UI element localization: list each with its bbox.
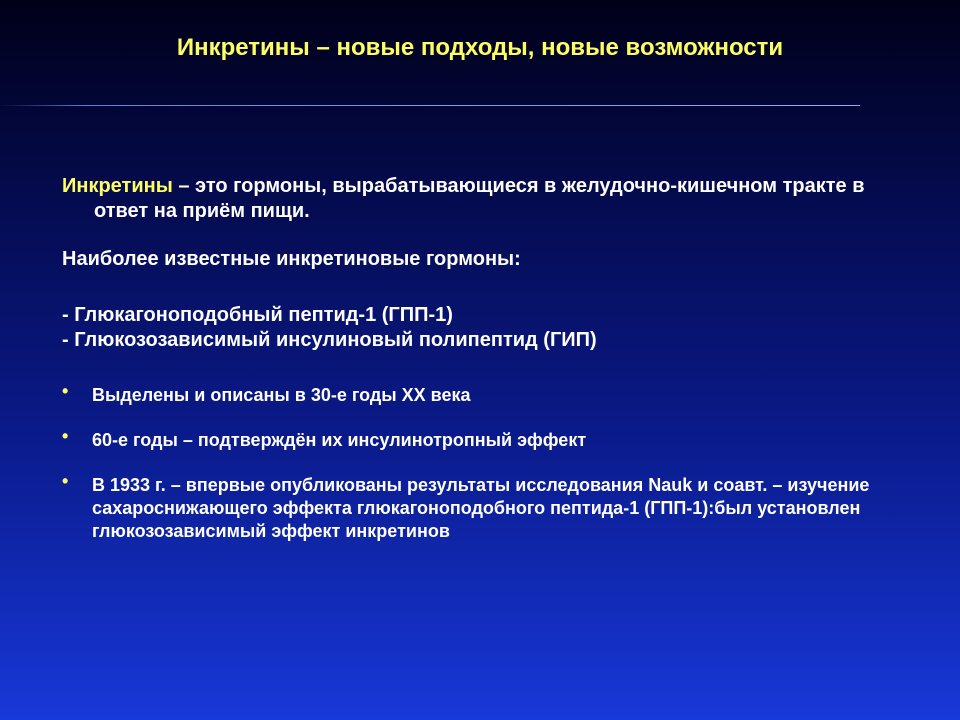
- facts-list: [62, 381, 882, 543]
- definition-term: Инкретины: [62, 175, 173, 197]
- slide-title: Инкретины – новые подходы, новые возможности: [176, 34, 784, 61]
- definition-paragraph: [62, 174, 882, 224]
- hormone-item-glp1: - Глюкагоноподобный пептид-1 (ГПП-1): [62, 304, 453, 326]
- bullet-text: В 1933 г. – впервые опубликованы результаты исследования Nauk и соавт. – изучение сахароснижающего эффекта глюкагоноподобного пептида-1 (ГПП-1):был установлен глюкозозависимый эффект инкретинов: [92, 475, 870, 541]
- bullet-text: Выделены и описаны в 30-е годы XX века: [92, 385, 471, 405]
- known-hormones-heading: Наиболее известные инкретиновые гормоны:: [62, 248, 521, 270]
- bullet-icon: •: [62, 381, 69, 401]
- bullet-icon: •: [62, 471, 69, 491]
- hormone-item-gip: - Глюкозозависимый инсулиновый полипептид (ГИП): [62, 329, 597, 351]
- list-item: [62, 471, 882, 543]
- definition-text: – это гормоны, вырабатывающиеся в желудочно-кишечном тракте в ответ на приём пищи.: [94, 175, 865, 222]
- slide-body: [62, 174, 882, 565]
- bullet-icon: •: [62, 426, 69, 446]
- list-item: [62, 381, 882, 407]
- bullet-text: 60-е годы – подтверждён их инсулинотропный эффект: [92, 430, 587, 450]
- title-divider: [0, 105, 860, 106]
- list-item: [62, 426, 882, 452]
